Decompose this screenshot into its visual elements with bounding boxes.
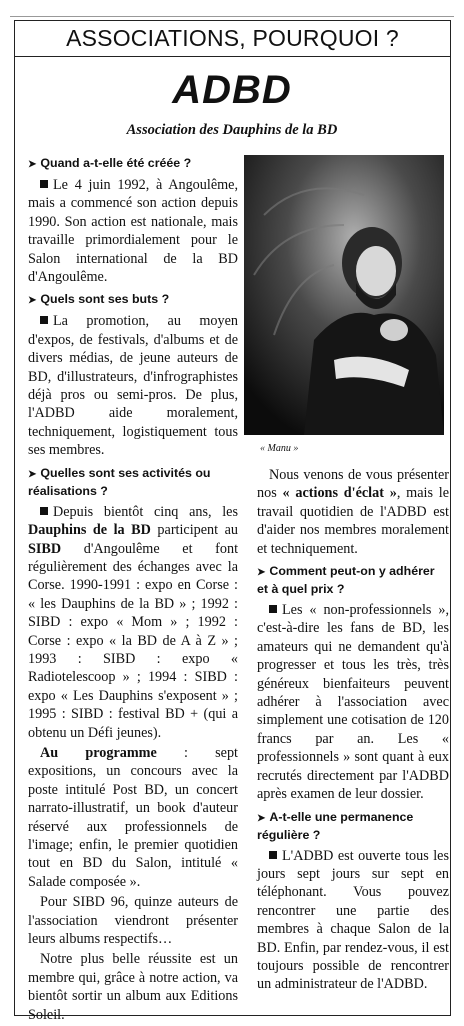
success-paragraph: Notre plus belle réussite est un membre qui, grâce à notre action, va bientôt sortir un album aux Editions Soleil. (28, 951, 238, 1023)
actions-paragraph: Nous venons de vous présenter nos « actions d'éclat », mais le travail quotidien de l'ADBD est d'aider nos membres moralement et techniquement. (257, 467, 449, 557)
question-created: ➤ Quand a-t-elle été créée ? (28, 156, 192, 170)
question-goals: ➤ Quels sont ses buts ? (28, 292, 170, 307)
question-office: ➤ A-t-elle une permanence régulière ? (257, 809, 414, 842)
square-bullet-icon (40, 507, 48, 515)
top-rule (10, 16, 454, 17)
portrait-photo (244, 155, 444, 435)
square-bullet-icon (269, 605, 277, 613)
photo-caption: « Manu » (260, 443, 299, 454)
section-header (14, 20, 451, 64)
sibd96-paragraph: Pour SIBD 96, quinze auteurs de l'association viendront présenter leurs albums respectifs… (28, 894, 238, 948)
answer-office: L'ADBD est ouverte tous les jours sept jours sur sept en téléphonant. Vous pouvez rencontrer une partie des membres à chaque Salon de la BD. Enfin, par rendez-vous, il est toujours possible de rencontrer un administrateur de l'ADBD. (257, 847, 449, 993)
square-bullet-icon (40, 316, 48, 324)
arrow-icon: ➤ (28, 295, 37, 307)
answer-membership: Les « non-professionnels », c'est-à-dire les fans de BD, les amateurs qui ne demandent qu'à progresser et tous les très, très généreux bienfaiteurs peuvent adhérer à l'association avec simplement une cotisation de 120 francs par an. Les « professionnels » sont quant à eux recrutés directement par l'ADBD après examen de leur dossier. (257, 602, 449, 803)
header-divider (14, 56, 451, 57)
arrow-icon: ➤ (28, 468, 37, 480)
question-membership: ➤ Comment peut-on y adhérer et à quel prix ? (257, 564, 435, 597)
portrait-illustration (244, 155, 444, 435)
right-column (257, 466, 449, 996)
arrow-icon: ➤ (28, 159, 37, 170)
arrow-icon: ➤ (257, 812, 266, 824)
answer-created: Le 4 juin 1992, à Angoulême, mais a commencé son action depuis 1990. Son action est nationale, mais travaille primordialement pour le Salon international de la BD d'Angoulême. (28, 177, 238, 286)
article-subtitle: Association des Dauphins de la BD (126, 122, 338, 138)
program-paragraph: Au programme : sept expositions, un concours avec la poste intitulé Post BD, un concert narrato-illustratif, un book d'auteur réservé aux professionnels de l'image; enfin, le premier quotidien tout en BD du Salon, intitulé « Salade composée ». (28, 744, 238, 890)
left-column (28, 150, 238, 1026)
square-bullet-icon (40, 180, 48, 188)
answer-activities: Depuis bientôt cinq ans, les Dauphins de la BD participent au SIBD d'Angoulême et font régulièrement des échanges avec la Corse. 1990-1991 : expo en Corse : « les Dauphins de la BD » ; 1992 : SIBD : expo « Mom » ; 1992 : Corse : expo « la BD de A à Z » ; 1993 : SIBD : expo « Radiotelescoop » ; 1994 : SIBD : expo « Les Dauphins s'exposent » ; 1995 : SIBD : festival BD + (qui a obtenu un Défi jeunes). (28, 503, 239, 741)
question-activities: ➤ Quelles sont ses activités ou réalisations ? (28, 465, 211, 498)
article-title: ADBD (172, 68, 292, 112)
arrow-icon: ➤ (257, 567, 266, 579)
square-bullet-icon (269, 851, 277, 859)
answer-goals: La promotion, au moyen d'expos, de festivals, d'albums et de divers médias, de jeune auteurs de BD, d'illustrateurs, d'infrographistes déjà pros ou semi-pros. De plus, l'ADBD aide moralement, techniquement, logistiquement tous ses membres. (28, 313, 238, 459)
section-header-title: ASSOCIATIONS, POURQUOI ? (66, 25, 399, 51)
